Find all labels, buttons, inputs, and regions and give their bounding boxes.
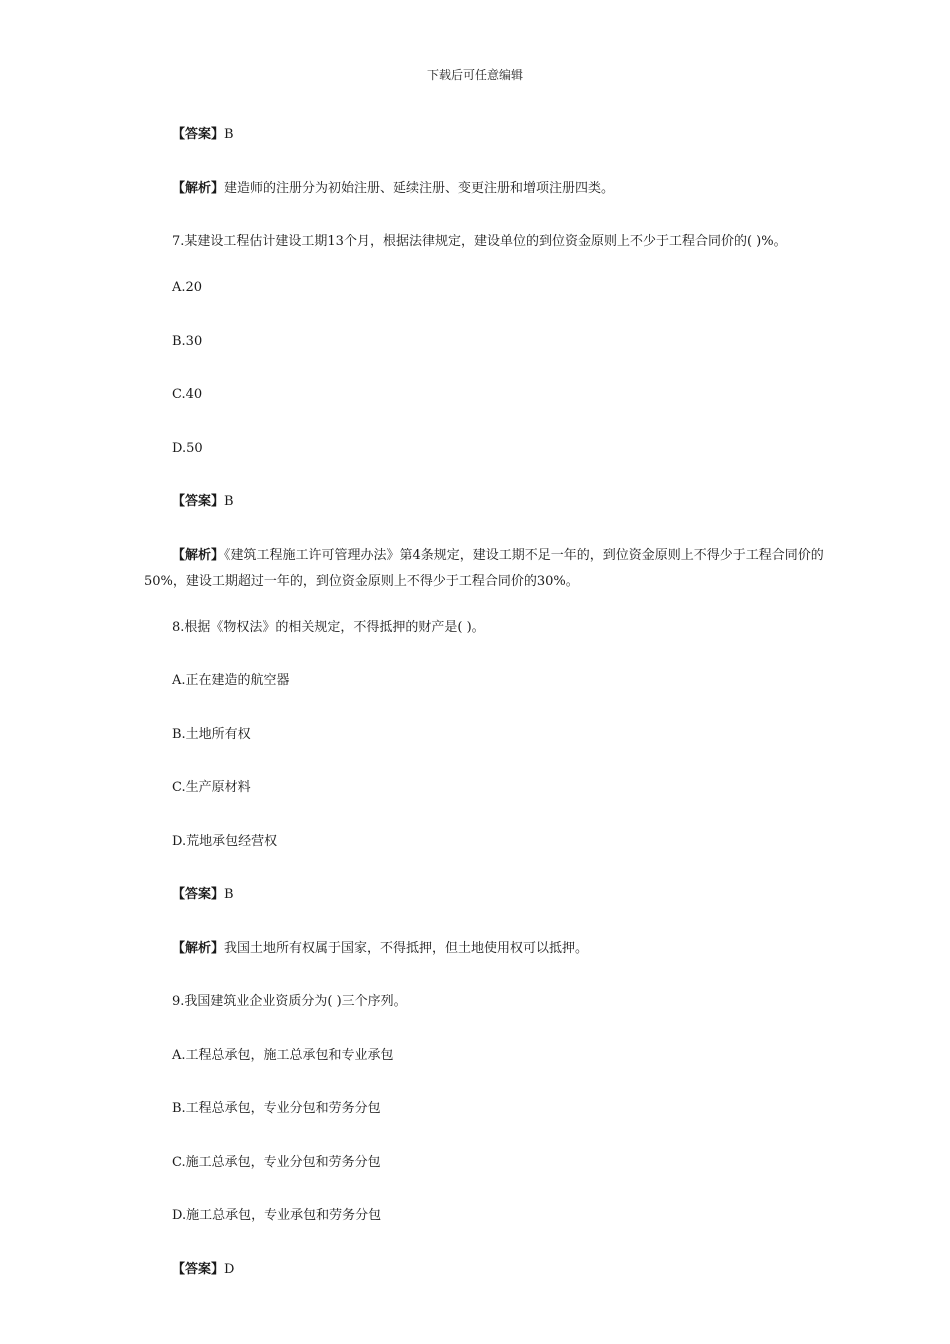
question-8	[144, 615, 850, 641]
paragraph	[144, 176, 850, 202]
option-d	[144, 436, 850, 462]
paragraph	[144, 1257, 850, 1283]
option-b	[144, 1096, 850, 1122]
option-b	[144, 329, 850, 355]
analysis-label: 【解析】	[172, 547, 225, 563]
document-body	[144, 122, 850, 1310]
option-c	[144, 1150, 850, 1176]
question-text: 8.根据《物权法》的相关规定，不得抵押的财产是( )。	[172, 619, 485, 635]
answer-text: B	[224, 887, 234, 902]
page-header: 下载后可任意编辑	[426, 68, 523, 82]
analysis-text: 《建筑工程施工许可管理办法》第4条规定，建设工期不足一年的，到位资金原则上不得少于工程合同价的50%，建设工期超过一年的，到位资金原则上不得少于工程合同价的30%。	[144, 547, 824, 589]
option-text: B.土地所有权	[172, 726, 251, 742]
option-c	[144, 775, 850, 801]
analysis-text: 建造师的注册分为初始注册、延续注册、变更注册和增项注册四类。	[224, 180, 615, 196]
paragraph	[144, 543, 850, 595]
option-text: A.正在建造的航空器	[172, 673, 290, 688]
question-text: 7.某建设工程估计建设工期13个月，根据法律规定，建设单位的到位资金原则上不少于工程合同价的( )%。	[172, 234, 787, 249]
question-text: 9.我国建筑业企业资质分为( )三个序列。	[172, 994, 407, 1009]
option-text: C.40	[172, 387, 203, 402]
answer-label: 【答案】	[172, 887, 225, 902]
answer-label: 【答案】	[172, 127, 225, 142]
option-b	[144, 722, 850, 748]
answer-text: B	[224, 127, 234, 142]
analysis-label: 【解析】	[172, 940, 225, 956]
option-d	[144, 1203, 850, 1229]
question-9	[144, 989, 850, 1015]
option-a	[144, 275, 850, 301]
option-text: B.工程总承包，专业分包和劳务分包	[172, 1101, 381, 1116]
answer-label: 【答案】	[172, 494, 225, 509]
option-d	[144, 829, 850, 855]
option-text: C.生产原材料	[172, 780, 251, 795]
paragraph	[144, 489, 850, 515]
option-text: D.荒地承包经营权	[172, 833, 278, 849]
answer-label: 【答案】	[172, 1261, 225, 1277]
analysis-text: 我国土地所有权属于国家，不得抵押，但土地使用权可以抵押。	[224, 940, 589, 956]
option-a	[144, 1043, 850, 1069]
paragraph	[144, 882, 850, 908]
paragraph	[144, 936, 850, 962]
option-text: A.20	[172, 280, 203, 295]
paragraph	[144, 122, 850, 148]
analysis-label: 【解析】	[172, 180, 225, 196]
option-text: B.30	[172, 333, 203, 349]
option-text: A.工程总承包，施工总承包和专业承包	[172, 1047, 394, 1063]
option-text: D.施工总承包，专业承包和劳务分包	[172, 1208, 382, 1223]
option-a	[144, 668, 850, 694]
answer-text: B	[224, 494, 234, 509]
option-text: D.50	[172, 440, 203, 456]
option-text: C.施工总承包，专业分包和劳务分包	[172, 1154, 381, 1170]
answer-text: D	[224, 1261, 235, 1277]
question-7	[144, 229, 850, 255]
option-c	[144, 382, 850, 408]
